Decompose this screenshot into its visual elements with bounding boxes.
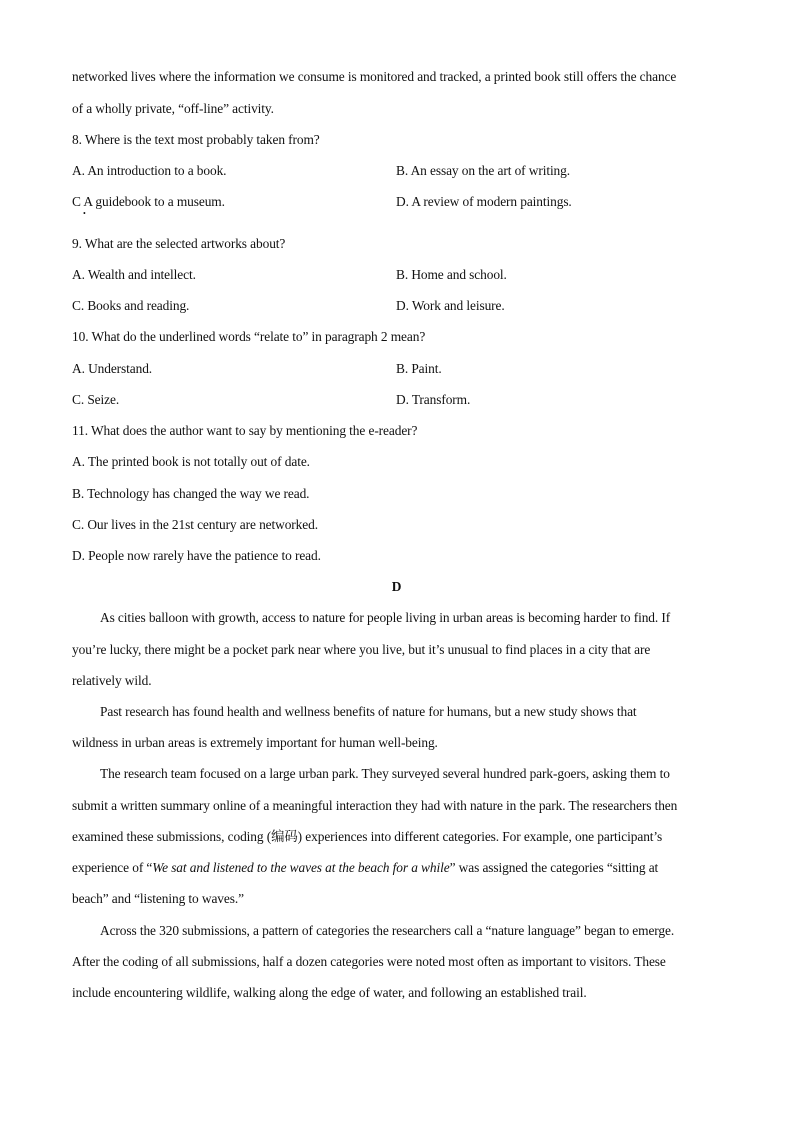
text-line: As cities balloon with growth, access to nature for people living in urban areas is becoming harder to find. If	[100, 610, 671, 625]
option-d: D. Work and leisure.	[396, 298, 505, 313]
text-line: relatively wild.	[72, 673, 152, 688]
text-line: The research team focused on a large urban park. They surveyed several hundred park-goers, asking them to	[100, 766, 670, 781]
text-line: After the coding of all submissions, half a dozen categories were noted most often as important to visitors. These	[72, 954, 666, 969]
option-a: A. Understand.	[72, 361, 153, 376]
option-b: B. Paint.	[396, 361, 442, 376]
option-c: C A guidebook to a museum.	[72, 194, 225, 209]
text-line: Past research has found health and wellness benefits of nature for humans, but a new study shows that	[100, 704, 637, 719]
text-span: experience of “	[72, 860, 153, 875]
option-d: D. Transform.	[396, 392, 471, 407]
question-stem: 11. What does the author want to say by mentioning the e-reader?	[72, 423, 418, 438]
section-heading: D	[391, 579, 402, 594]
text-line: submit a written summary online of a meaningful interaction they had with nature in the park. The researchers then	[72, 798, 678, 813]
option-a: A. An introduction to a book.	[72, 163, 227, 178]
stray-dot-mark: •	[83, 209, 86, 218]
text-line: Across the 320 submissions, a pattern of categories the researchers call a “nature language” began to emerge.	[100, 923, 675, 938]
text-line: networked lives where the information we consume is monitored and tracked, a printed book still offers the chance	[72, 69, 677, 84]
text-line: you’re lucky, there might be a pocket park near where you live, but it’s unusual to find places in a city that are	[72, 642, 651, 657]
option-a: A. The printed book is not totally out of date.	[72, 454, 310, 469]
option-c: C. Our lives in the 21st century are networked.	[72, 517, 318, 532]
text-line	[72, 860, 658, 876]
option-b: B. Technology has changed the way we read.	[72, 486, 310, 501]
text-span: ” was assigned the categories “sitting at	[449, 860, 659, 875]
option-d: D. People now rarely have the patience to read.	[72, 548, 321, 563]
question-stem: 10. What do the underlined words “relate to” in paragraph 2 mean?	[72, 329, 426, 344]
text-line: include encountering wildlife, walking along the edge of water, and following an established trail.	[72, 985, 587, 1000]
text-line: of a wholly private, “off-line” activity.	[72, 101, 274, 116]
question-stem: 9. What are the selected artworks about?	[72, 236, 286, 251]
option-b: B. An essay on the art of writing.	[396, 163, 570, 178]
option-b: B. Home and school.	[396, 267, 507, 282]
option-a: A. Wealth and intellect.	[72, 267, 196, 282]
text-line: beach” and “listening to waves.”	[72, 891, 244, 906]
question-stem: 8. Where is the text most probably taken from?	[72, 132, 320, 147]
option-c: C. Seize.	[72, 392, 120, 407]
option-d: D. A review of modern paintings.	[396, 194, 572, 209]
option-c: C. Books and reading.	[72, 298, 190, 313]
text-line: wildness in urban areas is extremely important for human well-being.	[72, 735, 438, 750]
italic-quote: We sat and listened to the waves at the beach for a while	[152, 860, 450, 875]
text-line: examined these submissions, coding (编码) experiences into different categories. For example, one participant’s	[72, 829, 663, 844]
